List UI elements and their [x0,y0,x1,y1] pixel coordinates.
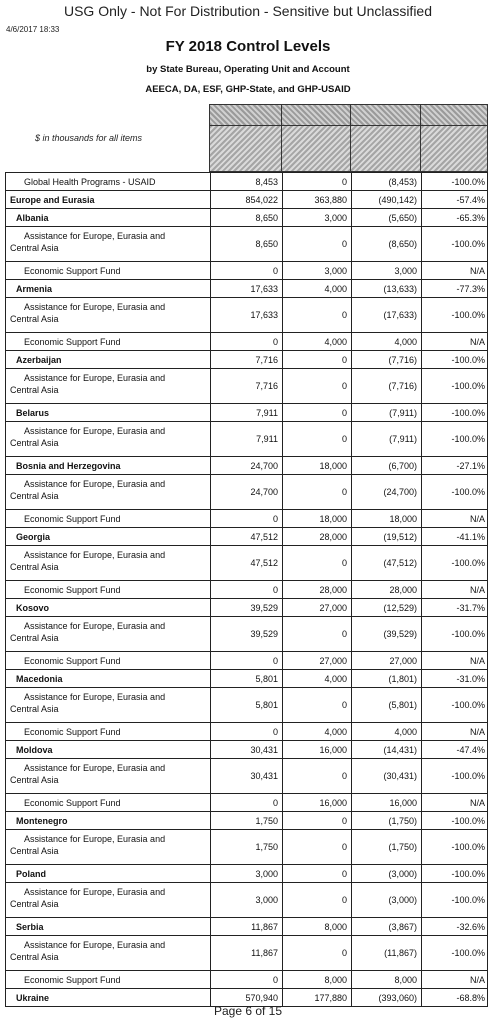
cell-percent: -47.4% [421,741,489,758]
row-label-line: Assistance for Europe, Eurasia and [24,887,166,897]
row-label-line: Albania [16,212,49,223]
row-label [6,741,210,758]
cell-difference: (7,716) [351,351,421,368]
cell-percent: -100.0% [421,936,489,970]
cell-fy2017: 39,529 [210,599,282,616]
table-row [6,510,487,528]
row-label-line: Armenia [16,283,53,294]
row-label [6,581,210,598]
table-row [6,830,487,865]
header-col-percent [420,104,488,172]
table-row [6,528,487,546]
cell-fy2017: 1,750 [210,830,282,864]
row-label [6,936,210,970]
row-label [6,298,210,332]
row-label [6,617,210,651]
row-label [6,883,210,917]
table-row [6,865,487,883]
cell-percent: -27.1% [421,457,489,474]
cell-percent: N/A [421,333,489,350]
row-label-line-2: Central Asia [10,704,59,714]
cell-percent: N/A [421,510,489,527]
cell-fy2018: 177,880 [282,989,351,1006]
header-col-fy2017 [209,104,281,172]
table-row [6,422,487,457]
cell-fy2018: 0 [282,617,351,651]
row-label [6,280,210,297]
cell-fy2018: 0 [282,227,351,261]
row-label-line-2: Central Asia [10,775,59,785]
row-label [6,599,210,616]
cell-fy2018: 0 [282,812,351,829]
row-label-line: Assistance for Europe, Eurasia and [24,940,166,950]
cell-percent: -32.6% [421,918,489,935]
row-label [6,971,210,988]
cell-fy2018: 28,000 [282,528,351,545]
cell-fy2017: 3,000 [210,883,282,917]
table-row [6,794,487,812]
row-label-line: Assistance for Europe, Eurasia and [24,621,166,631]
cell-percent: -100.0% [421,369,489,403]
cell-difference: (3,867) [351,918,421,935]
row-label [6,333,210,350]
row-label [6,262,210,279]
row-label-line-2: Central Asia [10,491,59,501]
cell-percent: -100.0% [421,475,489,509]
cell-difference: (24,700) [351,475,421,509]
cell-percent: -65.3% [421,209,489,226]
cell-percent: -100.0% [421,351,489,368]
cell-fy2018: 0 [282,830,351,864]
row-label-line: Poland [16,868,47,879]
cell-fy2017: 24,700 [210,475,282,509]
cell-fy2017: 17,633 [210,298,282,332]
table-row [6,652,487,670]
row-label-line: Moldova [16,744,53,755]
cell-fy2018: 0 [282,173,351,190]
cell-fy2017: 0 [210,262,282,279]
cell-fy2017: 0 [210,581,282,598]
cell-percent: N/A [421,262,489,279]
cell-fy2017: 3,000 [210,865,282,882]
table-row [6,404,487,422]
row-label-line: Bosnia and Herzegovina [16,460,121,471]
cell-fy2018: 0 [282,865,351,882]
cell-fy2018: 0 [282,404,351,421]
row-label-line: Europe and Eurasia [10,194,95,205]
page-subtitle: by State Bureau, Operating Unit and Account [146,64,350,75]
row-label-line: Kosovo [16,602,50,613]
row-label-line: Montenegro [16,815,68,826]
cell-fy2018: 18,000 [282,457,351,474]
cell-fy2018: 18,000 [282,510,351,527]
table-row [6,546,487,581]
cell-fy2018: 27,000 [282,652,351,669]
page-number: Page 6 of 15 [213,1004,283,1018]
row-label-line: Assistance for Europe, Eurasia and [24,302,166,312]
table-row [6,280,487,298]
row-label [6,209,210,226]
cell-percent: -41.1% [421,528,489,545]
cell-fy2018: 4,000 [282,333,351,350]
row-label-line: Assistance for Europe, Eurasia and [24,231,166,241]
cell-difference: (3,000) [351,865,421,882]
cell-fy2017: 7,911 [210,404,282,421]
cell-difference: (8,453) [351,173,421,190]
cell-fy2018: 0 [282,759,351,793]
row-label [6,652,210,669]
header-col-fy2018 [281,104,350,172]
row-label-line-2: Central Asia [10,633,59,643]
cell-percent: -100.0% [421,812,489,829]
cell-fy2017: 7,911 [210,422,282,456]
cell-fy2017: 47,512 [210,546,282,580]
row-label-line: Economic Support Fund [24,726,121,737]
cell-fy2017: 0 [210,971,282,988]
row-label [6,865,210,882]
table-row [6,936,487,971]
row-label [6,759,210,793]
cell-fy2018: 0 [282,351,351,368]
row-label-line: Belarus [16,407,50,418]
cell-difference: 18,000 [351,510,421,527]
row-label-line: Macedonia [16,673,63,684]
cell-difference: 16,000 [351,794,421,811]
cell-percent: -100.0% [421,759,489,793]
table-row [6,599,487,617]
cell-difference: 4,000 [351,723,421,740]
row-label [6,510,210,527]
table-row [6,369,487,404]
cell-percent: -100.0% [421,617,489,651]
cell-difference: (5,650) [351,209,421,226]
cell-fy2017: 0 [210,652,282,669]
cell-fy2018: 0 [282,883,351,917]
print-timestamp: 4/6/2017 18:33 [6,25,60,34]
classification-banner: USG Only - Not For Distribution - Sensitive but Unclassified [63,3,432,19]
cell-fy2017: 0 [210,723,282,740]
table-row [6,333,487,351]
cell-percent: -100.0% [421,422,489,456]
cell-percent: -57.4% [421,191,489,208]
cell-difference: (5,801) [351,688,421,722]
cell-percent: -100.0% [421,227,489,261]
cell-percent: -100.0% [421,404,489,421]
cell-fy2017: 0 [210,794,282,811]
cell-fy2018: 16,000 [282,794,351,811]
row-label-line: Assistance for Europe, Eurasia and [24,426,166,436]
row-label [6,227,210,261]
table-body [5,172,488,1007]
page-subtitle-accounts: AEECA, DA, ESF, GHP-State, and GHP-USAID [145,84,351,95]
cell-percent: -100.0% [421,546,489,580]
row-label [6,475,210,509]
cell-fy2017: 7,716 [210,351,282,368]
row-label-line-2: Central Asia [10,899,59,909]
cell-fy2017: 5,801 [210,670,282,687]
header-col-fy2017-top [210,105,281,126]
cell-fy2017: 30,431 [210,759,282,793]
cell-difference: (17,633) [351,298,421,332]
table-header [5,104,488,172]
cell-fy2018: 0 [282,369,351,403]
cell-difference: (7,911) [351,404,421,421]
cell-fy2017: 0 [210,333,282,350]
cell-difference: (12,529) [351,599,421,616]
row-label-line: Assistance for Europe, Eurasia and [24,479,166,489]
cell-percent: -100.0% [421,865,489,882]
row-label-line: Serbia [16,921,44,932]
cell-fy2018: 8,000 [282,918,351,935]
cell-difference: (6,700) [351,457,421,474]
cell-fy2018: 0 [282,298,351,332]
row-label-line-2: Central Asia [10,314,59,324]
table-row [6,475,487,510]
row-label-line-2: Central Asia [10,846,59,856]
row-label-line: Economic Support Fund [24,584,121,595]
cell-difference: (39,529) [351,617,421,651]
cell-fy2017: 854,022 [210,191,282,208]
row-label-line: Economic Support Fund [24,797,121,808]
cell-percent: -31.0% [421,670,489,687]
table-row [6,759,487,794]
cell-fy2017: 39,529 [210,617,282,651]
header-col-percent-top [421,105,487,126]
table-row [6,581,487,599]
table-row [6,351,487,369]
row-label [6,422,210,456]
cell-percent: N/A [421,652,489,669]
units-note: $ in thousands for all items [35,133,143,143]
cell-difference: (11,867) [351,936,421,970]
cell-percent: N/A [421,971,489,988]
header-col-fy2018-top [282,105,350,126]
cell-fy2018: 3,000 [282,209,351,226]
cell-percent: -100.0% [421,883,489,917]
cell-percent: -100.0% [421,173,489,190]
cell-fy2018: 363,880 [282,191,351,208]
table-row [6,812,487,830]
row-label [6,723,210,740]
row-label [6,173,210,190]
table-row [6,173,487,191]
cell-fy2018: 8,000 [282,971,351,988]
header-col-fy2017-bottom [210,126,281,171]
cell-fy2017: 570,940 [210,989,282,1006]
cell-difference: (7,716) [351,369,421,403]
cell-difference: (47,512) [351,546,421,580]
row-label-line: Assistance for Europe, Eurasia and [24,763,166,773]
cell-fy2018: 0 [282,688,351,722]
row-label [6,812,210,829]
page-title: FY 2018 Control Levels [165,38,331,55]
table-row [6,723,487,741]
cell-difference: 27,000 [351,652,421,669]
header-col-percent-bottom [421,126,487,171]
row-label-line: Global Health Programs - USAID [24,176,156,187]
cell-difference: 3,000 [351,262,421,279]
cell-difference: (8,650) [351,227,421,261]
cell-fy2017: 8,650 [210,227,282,261]
header-col-difference-bottom [351,126,420,171]
cell-difference: (1,801) [351,670,421,687]
header-col-difference-top [351,105,420,126]
cell-difference: 28,000 [351,581,421,598]
cell-fy2018: 4,000 [282,280,351,297]
cell-fy2018: 4,000 [282,723,351,740]
row-label [6,369,210,403]
row-label [6,670,210,687]
row-label-line: Georgia [16,531,51,542]
table-row [6,191,487,209]
cell-difference: (1,750) [351,812,421,829]
table-row [6,457,487,475]
cell-percent: -100.0% [421,688,489,722]
cell-percent: N/A [421,794,489,811]
table-row [6,883,487,918]
row-label [6,457,210,474]
cell-percent: N/A [421,581,489,598]
row-label-line-2: Central Asia [10,952,59,962]
cell-fy2017: 1,750 [210,812,282,829]
cell-fy2017: 11,867 [210,918,282,935]
cell-fy2017: 5,801 [210,688,282,722]
table-row [6,971,487,989]
cell-difference: (490,142) [351,191,421,208]
table-row [6,262,487,280]
cell-fy2018: 27,000 [282,599,351,616]
cell-difference: (19,512) [351,528,421,545]
cell-fy2018: 0 [282,422,351,456]
row-label-line: Azerbaijan [16,354,62,365]
cell-difference: 4,000 [351,333,421,350]
cell-fy2018: 3,000 [282,262,351,279]
row-label-line-2: Central Asia [10,243,59,253]
cell-difference: (13,633) [351,280,421,297]
control-levels-table [5,104,488,1007]
cell-fy2017: 24,700 [210,457,282,474]
cell-fy2017: 7,716 [210,369,282,403]
cell-fy2018: 16,000 [282,741,351,758]
row-label [6,546,210,580]
cell-fy2017: 47,512 [210,528,282,545]
cell-fy2017: 8,650 [210,209,282,226]
cell-difference: (393,060) [351,989,421,1006]
row-label-line: Ukraine [16,992,50,1003]
cell-difference: 8,000 [351,971,421,988]
table-row [6,617,487,652]
row-label [6,528,210,545]
table-row [6,688,487,723]
row-label-line: Assistance for Europe, Eurasia and [24,834,166,844]
cell-fy2018: 28,000 [282,581,351,598]
cell-percent: N/A [421,723,489,740]
cell-percent: -68.8% [421,989,489,1006]
cell-difference: (1,750) [351,830,421,864]
row-label-line: Assistance for Europe, Eurasia and [24,692,166,702]
row-label-line: Economic Support Fund [24,655,121,666]
row-label [6,794,210,811]
cell-difference: (7,911) [351,422,421,456]
cell-fy2017: 0 [210,510,282,527]
row-label-line: Economic Support Fund [24,974,121,985]
row-label [6,918,210,935]
cell-percent: -100.0% [421,830,489,864]
cell-percent: -100.0% [421,298,489,332]
cell-difference: (3,000) [351,883,421,917]
cell-fy2017: 17,633 [210,280,282,297]
row-label-line: Assistance for Europe, Eurasia and [24,373,166,383]
row-label-line-2: Central Asia [10,438,59,448]
row-label-line: Economic Support Fund [24,336,121,347]
cell-fy2018: 0 [282,475,351,509]
header-col-difference [350,104,420,172]
row-label-line-2: Central Asia [10,385,59,395]
cell-difference: (14,431) [351,741,421,758]
cell-percent: -31.7% [421,599,489,616]
row-label-line: Assistance for Europe, Eurasia and [24,550,166,560]
table-row [6,209,487,227]
cell-fy2017: 30,431 [210,741,282,758]
row-label-line-2: Central Asia [10,562,59,572]
cell-difference: (30,431) [351,759,421,793]
header-col-fy2018-bottom [282,126,350,171]
row-label [6,191,210,208]
cell-fy2017: 8,453 [210,173,282,190]
table-row [6,298,487,333]
table-row [6,741,487,759]
row-label [6,830,210,864]
cell-fy2018: 0 [282,546,351,580]
row-label [6,404,210,421]
cell-percent: -77.3% [421,280,489,297]
cell-fy2018: 4,000 [282,670,351,687]
row-label-line: Economic Support Fund [24,265,121,276]
cell-fy2018: 0 [282,936,351,970]
cell-fy2017: 11,867 [210,936,282,970]
table-row [6,227,487,262]
table-row [6,670,487,688]
row-label [6,351,210,368]
row-label-line: Economic Support Fund [24,513,121,524]
table-row [6,918,487,936]
row-label [6,688,210,722]
